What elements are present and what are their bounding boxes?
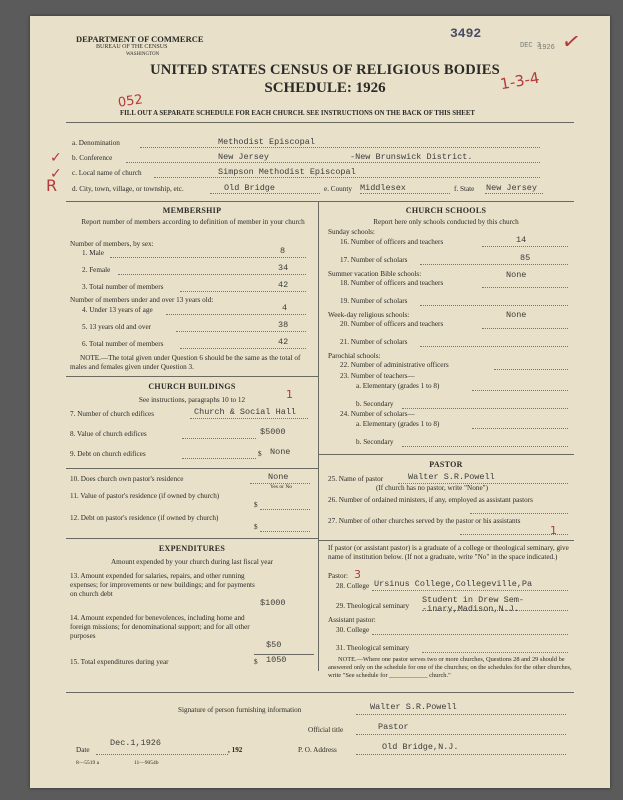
q31-label: 31. Theological seminary [336,644,410,652]
city-label: WASHINGTON [126,52,160,57]
graduate-note: If pastor (or assistant pastor) is a graduate of a college or theological seminary, give name of institution below. (If not a graduate, write "No" in the space indicated.) [328,544,569,561]
city-label-d: d. City, town, village, or township, etc. [72,185,184,193]
fill-instructions: FILL OUT A SEPARATE SCHEDULE FOR EACH CHURCH. SEE INSTRUCTIONS ON THE BACK OF THIS SHEET [120,110,475,117]
q27-pencil-value: 1 [550,524,557,537]
expenditures-heading: EXPENDITURES [158,544,226,553]
q7-label: 7. Number of church edifices [70,410,155,418]
expenditures-subtitle: Amount expended by your church during last fiscal year [110,558,274,566]
q5-value: 38 [278,320,289,330]
date-label: Date [76,746,90,754]
q9-value: None [270,447,291,457]
q4-value: 4 [282,303,288,313]
membership-heading: MEMBERSHIP [162,206,222,215]
q14-value: $50 [266,640,282,650]
q21-label: 21. Number of scholars [340,338,408,346]
conference-label: b. Conference [72,154,113,162]
q15-label: 15. Total expenditures during year [70,658,169,666]
q10-value: None [268,472,289,482]
q26-label: 26. Number of ordained ministers, if any, employed as assistant pastors [328,496,533,504]
q29-value: Student in Drew Sem- [422,595,525,605]
summer-heading: Summer vacation Bible schools: [328,270,422,278]
signature-label: Signature of person furnishing information [178,706,302,714]
pastor-note: NOTE.—Where one pastor serves two or more churches, Questions 28 and 29 should be answered only on the schedule for one of the churches; on the schedules for the other churches, write "See schedule for ____________ church." [328,656,572,679]
q3-value: 42 [278,280,289,290]
q24a-label: a. Elementary (grades 1 to 8) [356,420,440,428]
conference-district: -New Brunswick District. [350,152,473,162]
red-check-mark: ✓ [559,28,583,57]
q28-label: 28. College [336,582,370,590]
q1-value: 8 [280,246,286,256]
church-name-label: c. Local name of church [72,169,142,177]
q27-label: 27. Number of other churches served by the pastor or his assistants [328,517,521,525]
weekday-heading: Week-day religious schools: [328,311,410,319]
q8-value: $5000 [260,427,286,437]
form-code: 8—5519 a [76,760,100,766]
q5-label: 5. 13 years old and over [82,323,152,331]
q18-label: 18. Number of officers and teachers [340,279,444,287]
official-title-value: Pastor [378,722,409,732]
q18-value: None [506,270,527,280]
pencil-reference: 1-3-4 [498,68,541,94]
q14-label: 14. Amount expended for benevolences, including home and foreign missions; for denominational support; and for all other purposes [70,614,250,640]
q17-value: 85 [520,253,531,263]
q1-label: 1. Male [82,249,104,257]
q29-label: 29. Theological seminary [336,602,410,610]
q2-value: 34 [278,263,289,273]
schedule-number: 3492 [450,26,482,41]
q9-dollar: $ [258,450,262,458]
q20-label: 20. Number of officers and teachers [340,320,444,328]
received-stamp-year: 1926 [538,44,555,52]
q29-value-continued: -inary,Madison,N.J. [422,604,519,614]
membership-note: NOTE.—The total given under Question 6 should be the same as the total of males and females given under Question 3. [70,354,301,371]
state-label: f. State [454,185,475,193]
form-code-secondary: 11—9054b [134,760,159,766]
denomination-label: a. Denomination [72,139,120,147]
schedule-title: SCHEDULE: 1926 [264,80,386,96]
yes-no-hint: Yes or No [270,484,293,490]
parochial-heading: Parochial schools: [328,352,381,360]
po-address-value: Old Bridge,N.J. [382,742,459,752]
q25-value: Walter S.R.Powell [408,472,495,482]
q7-pencil-count: 1 [286,388,293,401]
received-stamp-date: DEC 3 [520,42,542,50]
state-value: New Jersey [486,183,538,193]
q16-label: 16. Number of officers and teachers [340,238,444,246]
q12-label: 12. Debt on pastor's residence (if owned by church) [70,514,219,522]
q19-label: 19. Number of scholars [340,297,408,305]
denomination-value: Methodist Episcopal [218,137,315,147]
q23a-label: a. Elementary (grades 1 to 8) [356,382,440,390]
q28-value: Ursinus College,Collegeville,Pa [374,579,533,589]
q30-label: 30. College [336,626,370,634]
pencil-r-mark: R [46,176,58,195]
assistant-subheading: Assistant pastor: [328,616,376,624]
pastor-heading: PASTOR [429,460,463,469]
q16-value: 14 [516,235,527,245]
q22-label: 22. Number of administrative officers [340,361,449,369]
q23-label: 23. Number of teachers— [340,372,415,380]
pencil-code: 052 [117,92,144,111]
q9-label: 9. Debt on church edifices [70,450,146,458]
schools-heading: CHURCH SCHOOLS [405,206,487,215]
county-value: Middlesex [360,183,406,193]
q15-dollar: $ [254,658,258,666]
q23b-label: b. Secondary [356,400,394,408]
q25-hint: (If church has no pastor, write "None") [376,484,488,492]
members-by-sex-label: Number of members, by sex: [70,240,154,248]
church-name-value: Simpson Methodist Episcopal [218,167,356,177]
signature-value: Walter S.R.Powell [370,702,457,712]
q6-label: 6. Total number of members [82,340,164,348]
q13-label: 13. Amount expended for salaries, repairs, and other running expenses; for improvements or new buildings; and for payments on church debt [70,572,255,598]
schools-subtitle: Report here only schools conducted by this church [373,218,519,226]
county-label: e. County [324,185,352,193]
q2-label: 2. Female [82,266,111,274]
conference-value: New Jersey [218,152,270,162]
q3-label: 3. Total number of members [82,283,164,291]
pastor-subheading: Pastor: [328,572,348,580]
pencil-check-c: ✓ [50,166,62,182]
q8-label: 8. Value of church edifices [70,430,147,438]
q4-label: 4. Under 13 years of age [82,306,153,314]
date-year-suffix: , 192 [228,746,243,754]
buildings-subtitle: See instructions, paragraphs 10 to 12 [138,396,246,404]
q11-dollar: $ [254,501,258,509]
q12-dollar: $ [254,523,258,531]
membership-subtitle: Report number of members according to definition of member in your church [81,218,305,226]
q17-label: 17. Number of scholars [340,256,408,264]
q13-value: $1000 [260,598,286,608]
department-label: DEPARTMENT OF COMMERCE [76,34,204,44]
buildings-heading: CHURCH BUILDINGS [148,382,236,391]
sunday-heading: Sunday schools: [328,228,375,236]
q20-value: None [506,310,527,320]
q24b-label: b. Secondary [356,438,394,446]
pastor-pencil-mark: 3 [354,568,361,581]
date-value: Dec.1,1926 [110,738,162,748]
city-value: Old Bridge [224,183,276,193]
official-title-label: Official title [308,726,344,734]
q10-label: 10. Does church own pastor's residence [70,475,184,483]
q11-label: 11. Value of pastor's residence (if owned by church) [70,492,220,500]
pencil-check-b: ✓ [50,150,62,166]
bureau-label: BUREAU OF THE CENSUS [96,44,168,50]
census-schedule-sheet [30,16,610,788]
po-address-label: P. O. Address [298,746,337,754]
q7-value: Church & Social Hall [194,407,297,417]
form-title: UNITED STATES CENSUS OF RELIGIOUS BODIES [150,62,500,78]
age-heading: Number of members under and over 13 years old: [70,296,214,304]
q24-label: 24. Number of scholars— [340,410,415,418]
q6-value: 42 [278,337,289,347]
q25-label: 25. Name of pastor [328,475,384,483]
q15-value: 1050 [266,655,287,665]
